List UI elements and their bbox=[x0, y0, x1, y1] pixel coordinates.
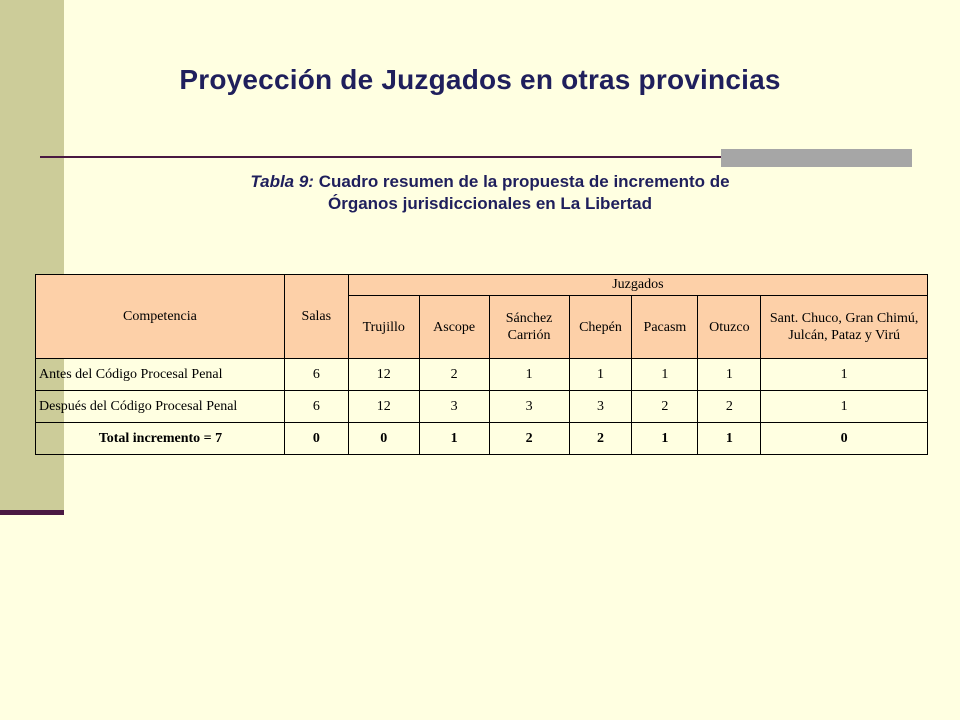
cell-sant-chuco-group: 1 bbox=[761, 359, 928, 391]
cell-trujillo: 12 bbox=[348, 391, 419, 423]
row-label: Antes del Código Procesal Penal bbox=[36, 359, 285, 391]
cell-sant-chuco-group: 1 bbox=[761, 391, 928, 423]
header-trujillo: Trujillo bbox=[348, 296, 419, 359]
cell-salas: 6 bbox=[284, 391, 348, 423]
caption-line-2: Órganos jurisdiccionales en La Libertad bbox=[327, 194, 653, 213]
cell-chepen: 1 bbox=[569, 359, 632, 391]
cell-ascope: 1 bbox=[419, 423, 489, 455]
cell-salas: 6 bbox=[284, 359, 348, 391]
header-sant-chuco-group: Sant. Chuco, Gran Chimú, Julcán, Pataz y Virú bbox=[761, 296, 928, 359]
summary-table bbox=[35, 274, 928, 455]
divider-accent-block bbox=[721, 149, 912, 167]
cell-otuzco: 1 bbox=[698, 359, 761, 391]
caption-label: Tabla 9: bbox=[250, 172, 314, 191]
header-pacasm: Pacasm bbox=[632, 296, 698, 359]
header-otuzco: Otuzco bbox=[698, 296, 761, 359]
side-accent-line bbox=[0, 510, 64, 515]
cell-sanchez-carrion: 2 bbox=[489, 423, 569, 455]
table-row-antes bbox=[36, 359, 928, 391]
cell-ascope: 3 bbox=[419, 391, 489, 423]
cell-otuzco: 2 bbox=[698, 391, 761, 423]
header-salas: Salas bbox=[284, 275, 348, 359]
cell-trujillo: 12 bbox=[348, 359, 419, 391]
cell-sanchez-carrion: 3 bbox=[489, 391, 569, 423]
cell-pacasm: 1 bbox=[632, 359, 698, 391]
row-label: Total incremento = 7 bbox=[36, 423, 285, 455]
header-ascope: Ascope bbox=[419, 296, 489, 359]
slide-title: Proyección de Juzgados en otras provincias bbox=[179, 64, 781, 95]
header-chepen: Chepén bbox=[569, 296, 632, 359]
table-row-despues bbox=[36, 391, 928, 423]
cell-ascope: 2 bbox=[419, 359, 489, 391]
cell-pacasm: 1 bbox=[632, 423, 698, 455]
cell-salas: 0 bbox=[284, 423, 348, 455]
header-competencia: Competencia bbox=[36, 275, 285, 359]
cell-pacasm: 2 bbox=[632, 391, 698, 423]
caption-line-1: Cuadro resumen de la propuesta de incremento de bbox=[318, 172, 730, 191]
cell-otuzco: 1 bbox=[698, 423, 761, 455]
table-row-total bbox=[36, 423, 928, 455]
table-caption bbox=[180, 171, 800, 215]
cell-chepen: 2 bbox=[569, 423, 632, 455]
header-juzgados: Juzgados bbox=[348, 275, 927, 296]
cell-chepen: 3 bbox=[569, 391, 632, 423]
row-label: Después del Código Procesal Penal bbox=[36, 391, 285, 423]
cell-trujillo: 0 bbox=[348, 423, 419, 455]
cell-sant-chuco-group: 0 bbox=[761, 423, 928, 455]
header-sanchez-carrion: Sánchez Carrión bbox=[489, 296, 569, 359]
cell-sanchez-carrion: 1 bbox=[489, 359, 569, 391]
